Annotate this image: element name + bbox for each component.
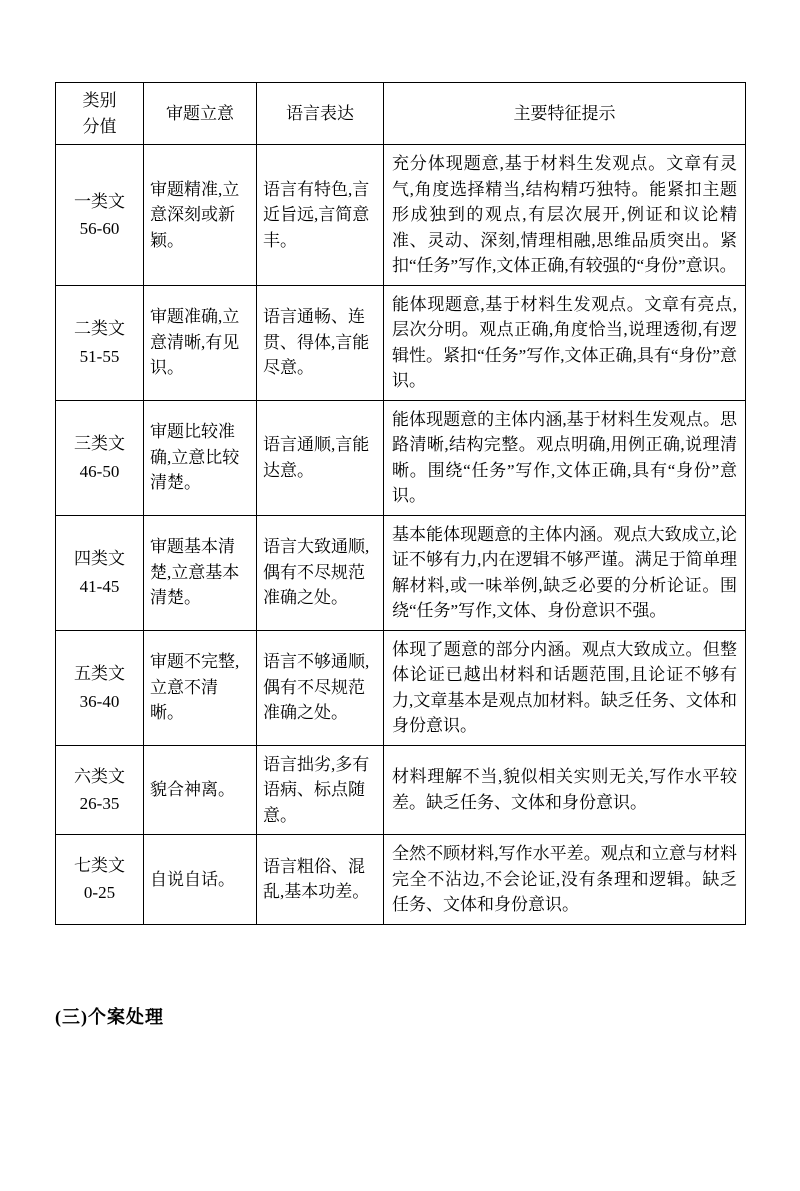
intent-cell: 审题不完整,立意不清晰。	[144, 630, 257, 745]
category-cell	[56, 835, 144, 925]
table-row	[56, 285, 746, 400]
category-label: 七类文	[74, 856, 125, 876]
language-cell: 语言粗俗、混乱,基本功差。	[257, 835, 384, 925]
score-range: 36-40	[79, 691, 120, 711]
score-range: 46-50	[79, 461, 120, 481]
intent-cell: 审题基本清楚,立意基本清楚。	[144, 515, 257, 630]
features-cell: 全然不顾材料,写作水平差。观点和立意与材料完全不沾边,不会论证,没有条理和逻辑。缺乏任务、文体和身份意识。	[384, 835, 746, 925]
features-cell: 体现了题意的部分内涵。观点大致成立。但整体论证已越出材料和话题范围,且论证不够有力,文章基本是观点加材料。缺乏任务、文体和身份意识。	[384, 630, 746, 745]
table-row	[56, 630, 746, 745]
section-heading: (三)个案处理	[55, 1006, 164, 1027]
category-label: 六类文	[74, 766, 125, 786]
features-cell: 能体现题意,基于材料生发观点。文章有亮点,层次分明。观点正确,角度恰当,说理透彻,有逻辑性。紧扣“任务”写作,文体正确,具有“身份”意识。	[384, 285, 746, 400]
table-row	[56, 515, 746, 630]
header-category-line2: 分值	[82, 116, 117, 136]
table-row	[56, 745, 746, 835]
category-label: 一类文	[74, 191, 125, 211]
header-cell-category	[56, 83, 144, 145]
intent-cell: 审题比较准确,立意比较清楚。	[144, 400, 257, 515]
score-range: 51-55	[79, 346, 120, 366]
category-cell	[56, 145, 144, 286]
header-cell-intent: 审题立意	[144, 83, 257, 145]
language-cell: 语言通顺,言能达意。	[257, 400, 384, 515]
score-range: 0-25	[83, 883, 116, 903]
intent-cell: 自说自话。	[144, 835, 257, 925]
category-label: 四类文	[74, 549, 125, 569]
category-cell	[56, 745, 144, 835]
category-cell	[56, 285, 144, 400]
header-category-line1: 类别	[82, 91, 117, 110]
features-cell: 充分体现题意,基于材料生发观点。文章有灵气,角度选择精当,结构精巧独特。能紧扣主题形成独到的观点,有层次展开,例证和议论精准、灵动、深刻,情理相融,思维品质突出。紧扣“任务”写作,文体正确,有较强的“身份”意识。	[384, 145, 746, 286]
features-cell: 能体现题意的主体内涵,基于材料生发观点。思路清晰,结构完整。观点明确,用例正确,说理清晰。围绕“任务”写作,文体正确,具有“身份”意识。	[384, 400, 746, 515]
features-cell: 材料理解不当,貌似相关实则无关,写作水平较差。缺乏任务、文体和身份意识。	[384, 745, 746, 835]
header-cell-language: 语言表达	[257, 83, 384, 145]
language-cell: 语言通畅、连贯、得体,言能尽意。	[257, 285, 384, 400]
category-cell	[56, 630, 144, 745]
category-cell	[56, 515, 144, 630]
language-cell: 语言大致通顺,偶有不尽规范准确之处。	[257, 515, 384, 630]
header-cell-features: 主要特征提示	[384, 83, 746, 145]
grading-rubric-table	[55, 82, 746, 925]
category-cell	[56, 400, 144, 515]
table-row	[56, 145, 746, 286]
table-row	[56, 400, 746, 515]
category-label: 五类文	[74, 664, 125, 684]
table-row	[56, 835, 746, 925]
features-cell: 基本能体现题意的主体内涵。观点大致成立,论证不够有力,内在逻辑不够严谨。满足于简单理解材料,或一味举例,缺乏必要的分析论证。围绕“任务”写作,文体、身份意识不强。	[384, 515, 746, 630]
score-range: 26-35	[79, 793, 120, 813]
intent-cell: 貌合神离。	[144, 745, 257, 835]
language-cell: 语言不够通顺,偶有不尽规范准确之处。	[257, 630, 384, 745]
language-cell: 语言拙劣,多有语病、标点随意。	[257, 745, 384, 835]
score-range: 41-45	[79, 576, 120, 596]
intent-cell: 审题精准,立意深刻或新颖。	[144, 145, 257, 286]
category-label: 二类文	[74, 319, 125, 339]
language-cell: 语言有特色,言近旨远,言简意丰。	[257, 145, 384, 286]
score-range: 56-60	[79, 218, 120, 238]
header-row	[56, 83, 746, 145]
category-label: 三类文	[74, 434, 125, 454]
intent-cell: 审题准确,立意清晰,有见识。	[144, 285, 257, 400]
